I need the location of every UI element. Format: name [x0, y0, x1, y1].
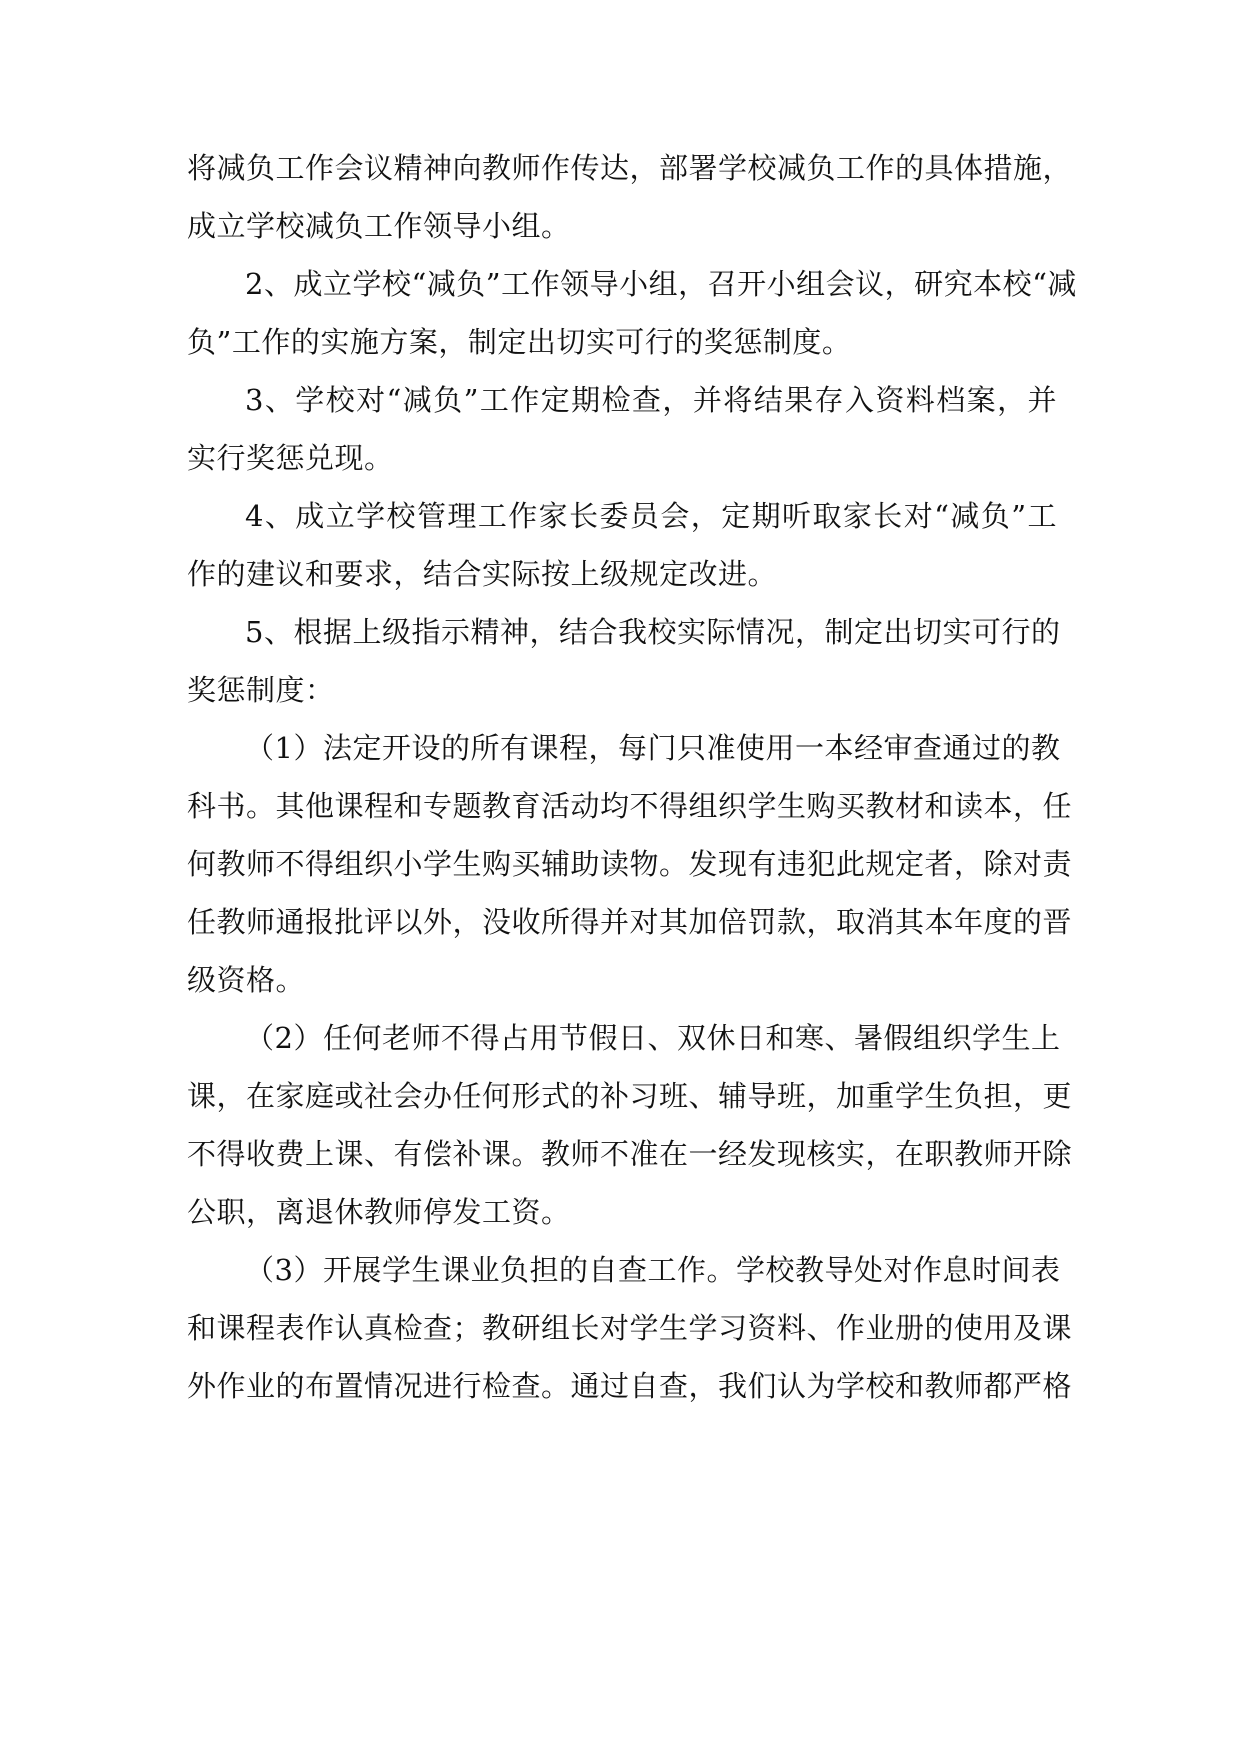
text-line: 课，在家庭或社会办任何形式的补习班、辅导班，加重学生负担，更 [187, 1079, 1073, 1113]
text-line: 4、成立学校管理工作家长委员会，定期听取家长对“减负”工 [245, 499, 1057, 533]
text-line: 不得收费上课、有偿补课。教师不准在一经发现核实，在职教师开除 [187, 1137, 1073, 1171]
text-line: 作的建议和要求，结合实际按上级规定改进。 [187, 557, 778, 591]
text-line: 将减负工作会议精神向教师作传达，部署学校减负工作的具体措施， [187, 151, 1073, 185]
text-line: 外作业的布置情况进行检查。通过自查，我们认为学校和教师都严格 [187, 1369, 1073, 1403]
text-line: 3、学校对“减负”工作定期检查，并将结果存入资料档案，并 [245, 383, 1057, 417]
text-line: 科书。其他课程和专题教育活动均不得组织学生购买教材和读本，任 [187, 789, 1073, 823]
text-line: （1）法定开设的所有课程，每门只准使用一本经审查通过的教 [245, 731, 1061, 765]
text-line: 奖惩制度： [187, 673, 335, 707]
text-line: 2、成立学校“减负”工作领导小组，召开小组会议，研究本校“减 [245, 267, 1077, 301]
text-line: 负”工作的实施方案，制定出切实可行的奖惩制度。 [187, 325, 852, 359]
text-line: （3）开展学生课业负担的自查工作。学校教导处对作息时间表 [245, 1253, 1061, 1287]
text-line: 实行奖惩兑现。 [187, 441, 394, 475]
text-line: 成立学校减负工作领导小组。 [187, 209, 571, 243]
text-line: 和课程表作认真检查；教研组长对学生学习资料、作业册的使用及课 [187, 1311, 1073, 1345]
text-line: （2）任何老师不得占用节假日、双休日和寒、暑假组织学生上 [245, 1021, 1061, 1055]
text-line: 5、根据上级指示精神，结合我校实际情况，制定出切实可行的 [245, 615, 1061, 649]
text-line: 任教师通报批评以外，没收所得并对其加倍罚款，取消其本年度的晋 [187, 905, 1073, 939]
text-line: 何教师不得组织小学生购买辅助读物。发现有违犯此规定者，除对责 [187, 847, 1073, 881]
text-line: 公职，离退休教师停发工资。 [187, 1195, 571, 1229]
text-line: 级资格。 [187, 963, 306, 997]
